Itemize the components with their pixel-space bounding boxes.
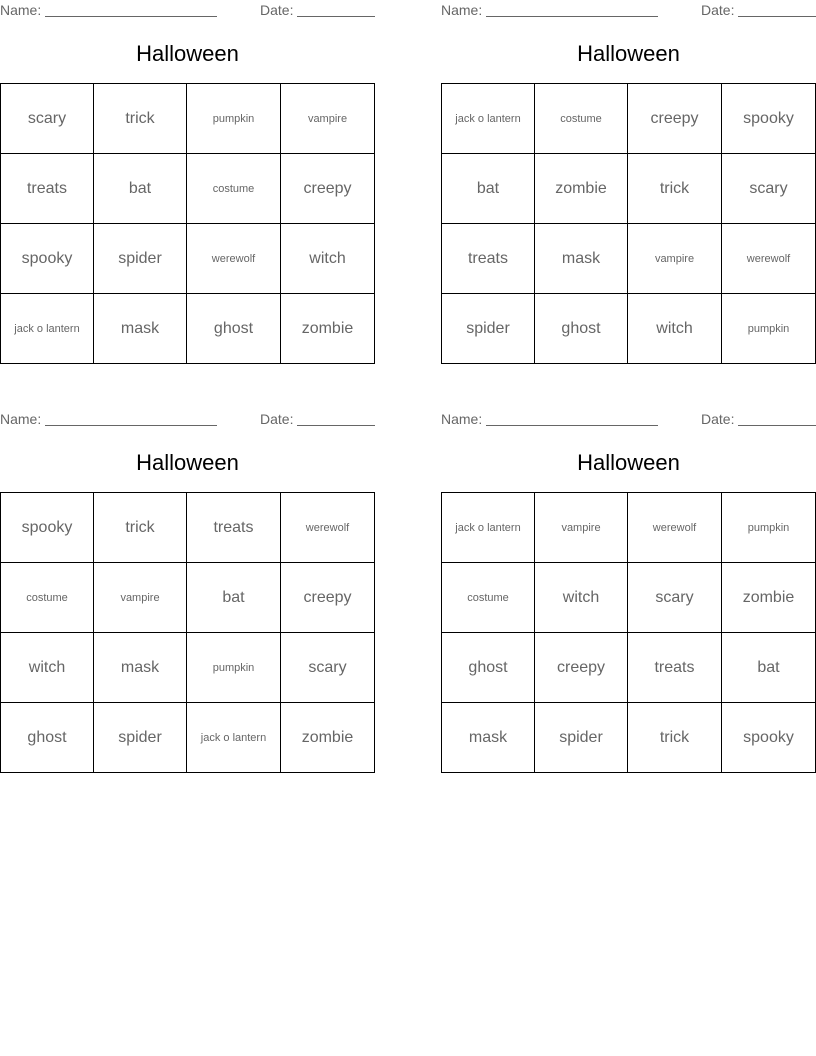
bingo-cell: scary [722,154,815,224]
bingo-cell: ghost [442,633,535,703]
bingo-grid [0,492,375,773]
name-date-header [441,409,816,429]
name-label: Name: [0,411,42,427]
name-blank-line [45,16,217,17]
bingo-cell: trick [628,154,722,224]
name-label: Name: [0,2,42,18]
bingo-cell: costume [1,563,94,633]
bingo-cell: pumpkin [187,84,281,154]
date-label: Date: [701,411,735,427]
bingo-cell: trick [628,703,722,772]
bingo-cell: treats [628,633,722,703]
bingo-cell: trick [94,84,187,154]
bingo-cell: zombie [301,319,354,337]
bingo-cell: ghost [535,294,628,363]
bingo-cell: vampire [94,563,187,633]
date-blank-line [738,425,816,426]
bingo-cell: zombie [535,154,628,224]
bingo-cell: spooky [1,224,94,294]
bingo-cell: spooky [743,728,794,746]
bingo-cell: bat [442,154,535,224]
bingo-cell: spider [94,703,187,772]
bingo-cell: spooky [1,493,94,563]
card-title: Halloween [136,450,239,475]
bingo-cell: jack o lantern [1,294,94,363]
bingo-grid [441,83,816,364]
bingo-cell: vampire [281,84,374,154]
name-blank-line [486,425,658,426]
bingo-cell: mask [94,633,187,703]
card-title: Halloween [136,41,239,66]
bingo-cell: creepy [281,154,374,224]
name-date-header [0,409,375,429]
date-label: Date: [260,411,294,427]
date-label: Date: [701,2,735,18]
name-label: Name: [441,411,483,427]
card-title: Halloween [577,450,680,475]
bingo-cell: costume [187,154,281,224]
bingo-cell: bat [722,633,815,703]
bingo-cell: spider [535,703,628,772]
bingo-cell: pumpkin [187,633,281,703]
name-date-header [0,0,375,20]
name-blank-line [45,425,217,426]
bingo-cell: creepy [281,563,374,633]
bingo-cell: scary [628,563,722,633]
bingo-cell: jack o lantern [442,84,535,154]
bingo-cell: ghost [187,294,281,363]
date-blank-line [297,16,375,17]
bingo-cell: treats [442,224,535,294]
bingo-cell: mask [442,703,535,772]
bingo-cell: treats [1,154,94,224]
bingo-cell: jack o lantern [442,493,535,563]
bingo-cell: bat [94,154,187,224]
bingo-cell: witch [535,563,628,633]
bingo-cell: werewolf [628,493,722,563]
bingo-cell: witch [628,294,722,363]
bingo-cell: werewolf [281,493,374,563]
bingo-cell: zombie [301,728,354,746]
bingo-cell: ghost [1,703,94,772]
bingo-grid [441,492,816,773]
bingo-cell: bat [187,563,281,633]
bingo-cell: pumpkin [747,322,790,335]
bingo-cell: mask [94,294,187,363]
name-blank-line [486,16,658,17]
bingo-cell: creepy [535,633,628,703]
name-label: Name: [441,2,483,18]
bingo-cell: werewolf [187,224,281,294]
bingo-cell: spooky [722,84,815,154]
bingo-cell: mask [535,224,628,294]
bingo-cell: werewolf [722,224,815,294]
bingo-cell: jack o lantern [187,703,281,772]
bingo-cell: trick [94,493,187,563]
bingo-grid [0,83,375,364]
bingo-cell: spider [94,224,187,294]
card-title: Halloween [577,41,680,66]
bingo-cell: witch [1,633,94,703]
bingo-cell: creepy [628,84,722,154]
bingo-cell: witch [281,224,374,294]
bingo-cell: costume [442,563,535,633]
date-blank-line [297,425,375,426]
bingo-cell: scary [1,84,94,154]
bingo-cell: treats [187,493,281,563]
bingo-cell: zombie [722,563,815,633]
bingo-cell: costume [535,84,628,154]
date-label: Date: [260,2,294,18]
bingo-cell: vampire [535,493,628,563]
bingo-cell: scary [281,633,374,703]
name-date-header [441,0,816,20]
bingo-cell: pumpkin [722,493,815,563]
bingo-cell: spider [442,294,535,363]
bingo-cell: vampire [628,224,722,294]
date-blank-line [738,16,816,17]
